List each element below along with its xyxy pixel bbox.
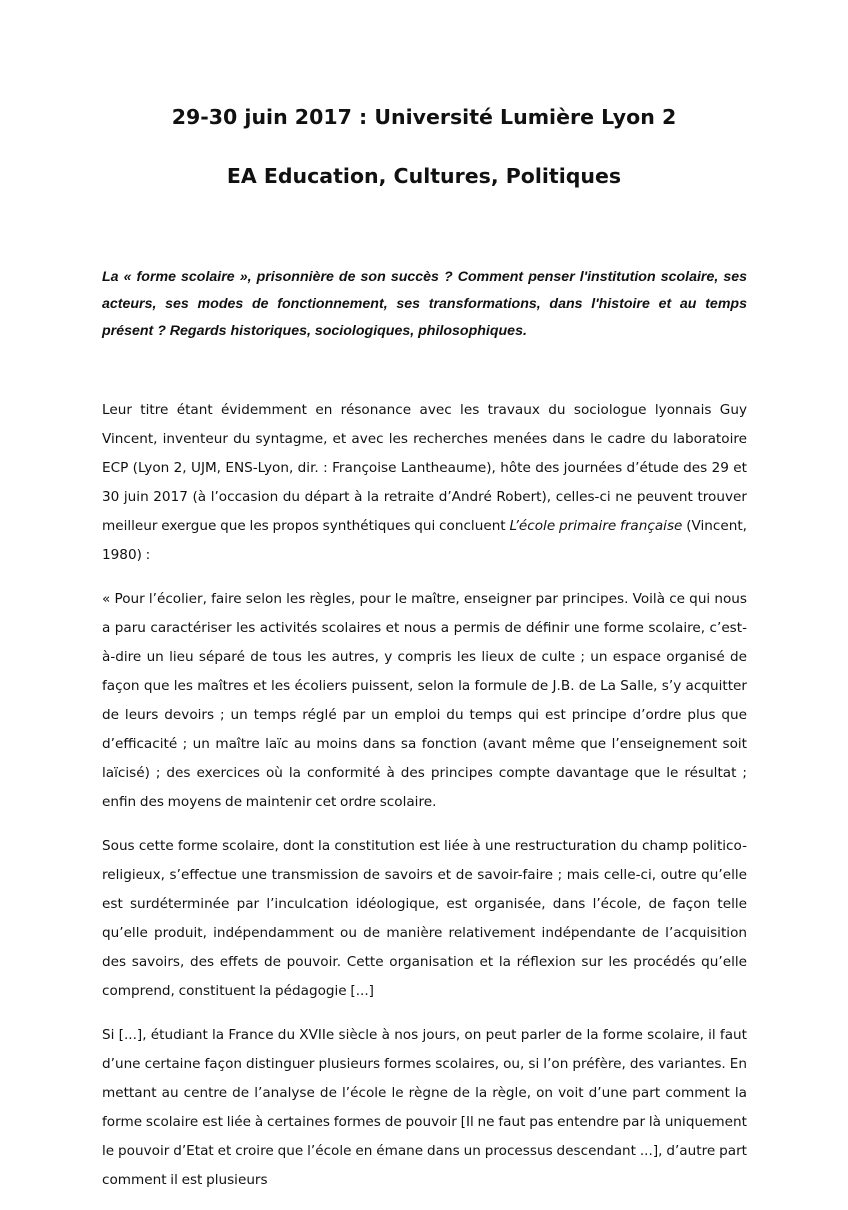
paragraph-intro: [102, 396, 747, 570]
page-subheading: EA Education, Cultures, Politiques: [226, 164, 622, 188]
book-title: L’école primaire française: [509, 518, 683, 534]
paragraph-intro-citation: (Vincent, 1980) :: [102, 518, 747, 563]
paragraph-quote-3: Si [...], étudiant la France du XVIIe siècle à nos jours, on peut parler de la forme scolaire, il faut d’une certaine façon distinguer plusieurs formes scolaires, ou, si l’on préfère, des variantes. En mettant au centre de l’analyse de l’école le règne de la règle, on voit d’une part comment la forme scolaire est liée à certaines formes de pouvoir [Il ne faut pas entendre par là uniquement le pouvoir d’Etat et croire que l’école en émane dans un processus descendant ...], d’autre part comment il est plusieurs: [102, 1027, 747, 1188]
paragraph-intro-text: Leur titre étant évidemment en résonance avec les travaux du sociologue lyonnais Guy Vincent, inventeur du syntagme, et avec les recherches menées dans le cadre du laboratoire ECP (Lyon 2, UJM, ENS-Lyon, dir. : Françoise Lantheaume), hôte des journées d’étude des 29 et 30 juin 2017 (à l’occasion du départ à la retraite d’André Robert), celles-ci ne peuvent trouver meilleur exergue que les propos synthétiques qui concluent: [102, 402, 747, 534]
document-body: [102, 396, 747, 1210]
event-subtitle: La « forme scolaire », prisonnière de son succès ? Comment penser l'institution scolaire, ses acteurs, ses modes de fonctionnement, ses transformations, dans l'histoire et au temps présent ? Regards historiques, sociologiques, philosophiques.: [102, 269, 747, 339]
paragraph-quote-2: Sous cette forme scolaire, dont la constitution est liée à une restructuration du champ politico-religieux, s’effectue une transmission de savoirs et de savoir-faire ; mais celle-ci, outre qu’elle est surdéterminée par l’inculcation idéologique, est organisée, dans l’école, de façon telle qu’elle produit, indépendamment ou de manière relativement indépendante de l’acquisition des savoirs, des effets de pouvoir. Cette organisation et la réflexion sur les procédés qu’elle comprend, constituent la pédagogie [...]: [102, 838, 747, 999]
paragraph-quote-1: « Pour l’écolier, faire selon les règles, pour le maître, enseigner par principes. Voilà ce qui nous a paru caractériser les activités scolaires et nous a permis de définir une forme scolaire, c’est-à-dire un lieu séparé de tous les autres, y compris les lieux de culte ; un espace organisé de façon que les maîtres et les écoliers puissent, selon la formule de J.B. de La Salle, s’y acquitter de leurs devoirs ; un temps réglé par un emploi du temps qui est principe d’ordre plus que d’efficacité ; un maître laïc au moins dans sa fonction (avant même que l’enseignement soit laïcisé) ; des exercices où la conformité à des principes compte davantage que le résultat ; enfin des moyens de maintenir cet ordre scolaire.: [102, 591, 747, 810]
page-title: 29-30 juin 2017 : Université Lumière Lyon 2: [171, 105, 677, 129]
